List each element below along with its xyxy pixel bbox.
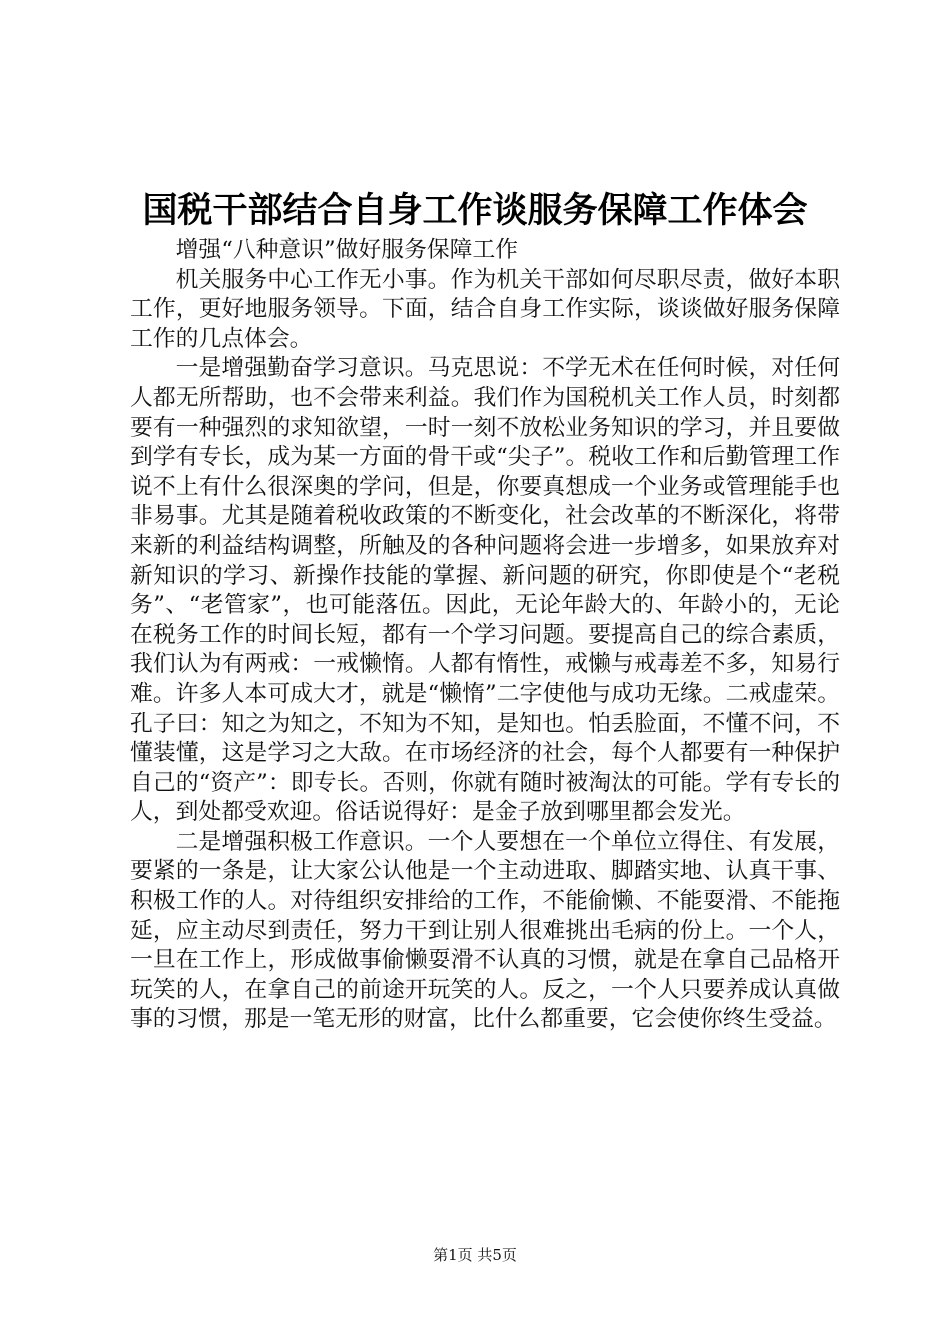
study-awareness-paragraph: 一是增强勤奋学习意识。马克思说：不学无术在任何时候，对任何人都无所帮助，也不会带来利益。我们作为国税机关工作人员，时刻都要有一种强烈的求知欲望，一时一刻不放松业务知识的学习，并且要做到学有专长，成为某一方面的骨干或“尖子”。税收工作和后勤管理工作说不上有什么很深奥的学问，但是，你要真想成一个业务或管理能手也非易事。尤其是随着税收政策的不断变化，社会改革的不断深化，将带来新的利益结构调整，所触及的各种问题将会进一步增多，如果放弃对新知识的学习、新操作技能的掌握、新问题的研究，你即使是个“老税务”、“老管家”，也可能落伍。因此，无论年龄大的、年龄小的，无论在税务工作的时间长短，都有一个学习问题。要提高自己的综合素质，我们认为有两戒：一戒懒惰。人都有惰性，戒懒与戒毒差不多，知易行难。许多人本可成大才，就是“懒惰”二字使他与成功无缘。二戒虚荣。孔子曰：知之为知之，不知为不知，是知也。怕丢脸面，不懂不问，不懂装懂，这是学习之大敌。在市场经济的社会，每个人都要有一种保护自己的“资产”：即专长。否则，你就有随时被淘汰的可能。学有专长的人，到处都受欢迎。俗话说得好：是金子放到哪里都会发光。 bbox=[130, 355, 840, 826]
document-body bbox=[130, 236, 840, 1035]
page-number-footer: 第1页 共5页 bbox=[433, 1246, 517, 1264]
work-awareness-paragraph: 二是增强积极工作意识。一个人要想在一个单位立得住、有发展，要紧的一条是，让大家公认他是一个主动进取、脚踏实地、认真干事、积极工作的人。对待组织安排给的工作，不能偷懒、不能耍滑、不能拖延，应主动尽到责任，努力干到让别人很难挑出毛病的份上。一个人，一旦在工作上，形成做事偷懒耍滑不认真的习惯，就是在拿自己品格开玩笑的人，在拿自己的前途开玩笑的人。反之，一个人只要养成认真做事的习惯，那是一笔无形的财富，比什么都重要，它会使你终生受益。 bbox=[130, 828, 840, 1033]
document-title: 国税干部结合自身工作谈服务保障工作体会 bbox=[142, 191, 808, 231]
subtitle-paragraph: 增强“八种意识”做好服务保障工作 bbox=[175, 237, 519, 263]
intro-paragraph: 机关服务中心工作无小事。作为机关干部如何尽职尽责，做好本职工作，更好地服务领导。下面，结合自身工作实际，谈谈做好服务保障工作的几点体会。 bbox=[130, 266, 840, 352]
